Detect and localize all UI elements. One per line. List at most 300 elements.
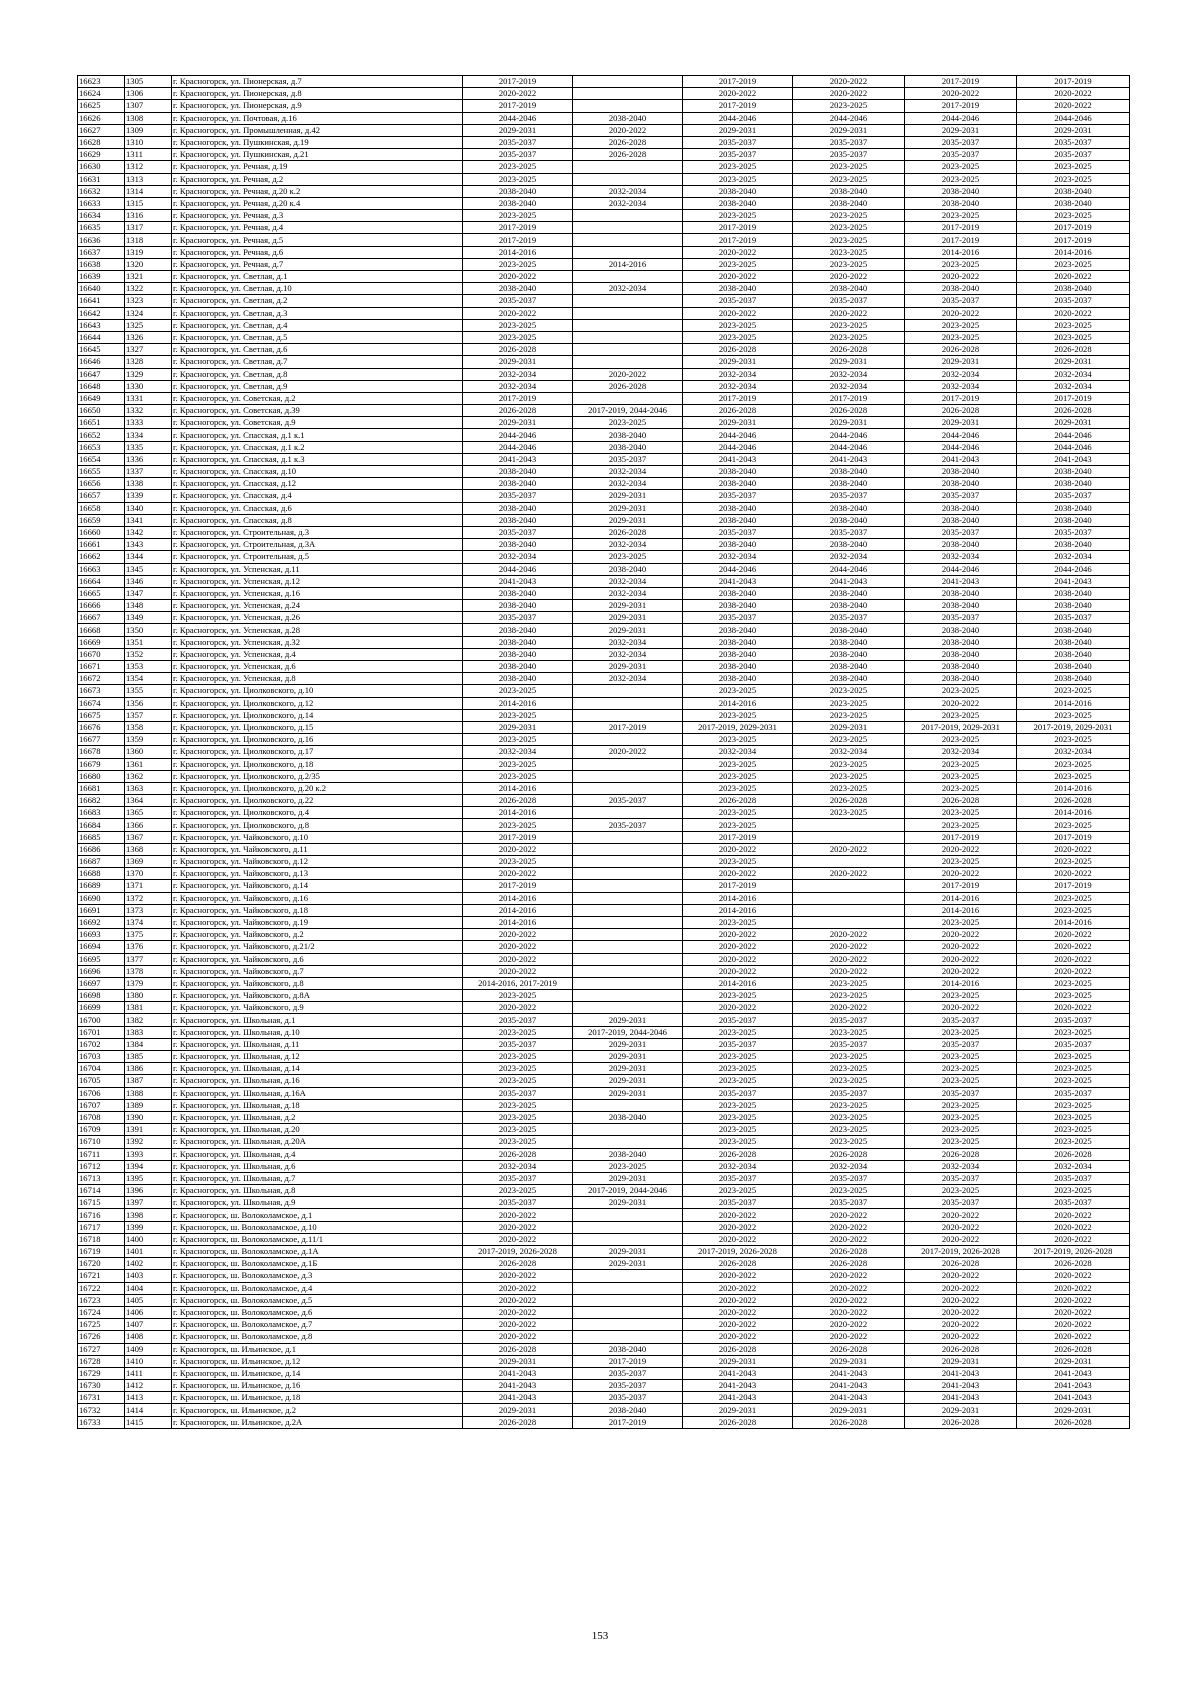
cell-period-col-4: 2023-2025: [793, 1185, 905, 1197]
cell-period-col-1: 2017-2019, 2026-2028: [463, 1246, 573, 1258]
cell-period-col-1: 2035-2037: [463, 149, 573, 161]
cell-object-id: 1312: [125, 161, 172, 173]
cell-period-col-2: 2038-2040: [573, 1111, 683, 1123]
cell-period-col-2: [573, 271, 683, 283]
table-row: [78, 990, 1130, 1002]
cell-address: г. Красногорск, ул. Школьная, д.1: [172, 1014, 463, 1026]
cell-period-col-4: 2026-2028: [793, 1258, 905, 1270]
cell-period-col-4: 2026-2028: [793, 405, 905, 417]
cell-period-col-2: 2029-2031: [573, 1258, 683, 1270]
cell-address: г. Красногорск, ул. Светлая, д.5: [172, 331, 463, 343]
cell-period-col-2: 2038-2040: [573, 563, 683, 575]
cell-row-number: 16722: [78, 1282, 125, 1294]
cell-period-col-5: 2029-2031: [905, 1355, 1017, 1367]
cell-period-col-4: 2044-2046: [793, 112, 905, 124]
table-row: [78, 685, 1130, 697]
cell-period-col-5: 2029-2031: [905, 1404, 1017, 1416]
cell-period-col-5: 2023-2025: [905, 1026, 1017, 1038]
cell-address: г. Красногорск, ул. Светлая, д.7: [172, 356, 463, 368]
cell-object-id: 1365: [125, 807, 172, 819]
table-row: [78, 624, 1130, 636]
cell-address: г. Красногорск, ул. Строительная, д.5: [172, 551, 463, 563]
cell-period-col-6: 2020-2022: [1017, 88, 1130, 100]
cell-address: г. Красногорск, ул. Чайковского, д.13: [172, 868, 463, 880]
cell-object-id: 1343: [125, 539, 172, 551]
cell-object-id: 1350: [125, 624, 172, 636]
table-row: [78, 1270, 1130, 1282]
cell-address: г. Красногорск, ул. Школьная, д.2: [172, 1111, 463, 1123]
cell-period-col-2: [573, 892, 683, 904]
cell-period-col-5: 2023-2025: [905, 319, 1017, 331]
cell-object-id: 1396: [125, 1185, 172, 1197]
cell-address: г. Красногорск, ш. Ильинское, д.12: [172, 1355, 463, 1367]
cell-period-col-6: 2020-2022: [1017, 843, 1130, 855]
cell-period-col-6: 2017-2019: [1017, 234, 1130, 246]
cell-period-col-4: 2035-2037: [793, 612, 905, 624]
cell-object-id: 1305: [125, 76, 172, 88]
cell-period-col-1: 2020-2022: [463, 953, 573, 965]
cell-period-col-3: 2038-2040: [683, 539, 793, 551]
cell-row-number: 16638: [78, 258, 125, 270]
cell-period-col-6: 2017-2019: [1017, 392, 1130, 404]
table-row: [78, 807, 1130, 819]
cell-address: г. Красногорск, ул. Циолковского, д.2/35: [172, 770, 463, 782]
cell-period-col-1: 2023-2025: [463, 331, 573, 343]
cell-period-col-3: 2029-2031: [683, 417, 793, 429]
cell-period-col-2: [573, 1331, 683, 1343]
cell-address: г. Красногорск, ул. Успенская, д.32: [172, 636, 463, 648]
cell-period-col-4: 2026-2028: [793, 1416, 905, 1428]
cell-object-id: 1405: [125, 1294, 172, 1306]
cell-period-col-3: 2017-2019: [683, 222, 793, 234]
cell-period-col-2: 2032-2034: [573, 636, 683, 648]
cell-period-col-5: 2026-2028: [905, 1258, 1017, 1270]
cell-period-col-4: 2038-2040: [793, 197, 905, 209]
table-row: [78, 709, 1130, 721]
table-row: [78, 734, 1130, 746]
cell-period-col-4: 2029-2031: [793, 417, 905, 429]
cell-row-number: 16717: [78, 1221, 125, 1233]
cell-period-col-6: 2038-2040: [1017, 636, 1130, 648]
cell-row-number: 16689: [78, 880, 125, 892]
cell-period-col-6: 2029-2031: [1017, 124, 1130, 136]
cell-period-col-3: 2020-2022: [683, 965, 793, 977]
cell-period-col-6: 2020-2022: [1017, 1331, 1130, 1343]
cell-address: г. Красногорск, ул. Спасская, д.10: [172, 466, 463, 478]
cell-row-number: 16712: [78, 1160, 125, 1172]
cell-object-id: 1328: [125, 356, 172, 368]
cell-period-col-6: 2017-2019: [1017, 831, 1130, 843]
cell-period-col-3: 2041-2043: [683, 453, 793, 465]
cell-object-id: 1387: [125, 1075, 172, 1087]
data-table-body: [78, 76, 1130, 1429]
cell-object-id: 1407: [125, 1319, 172, 1331]
cell-period-col-6: 2023-2025: [1017, 319, 1130, 331]
cell-address: г. Красногорск, ул. Речная, д.5: [172, 234, 463, 246]
cell-period-col-5: 2035-2037: [905, 1014, 1017, 1026]
cell-period-col-6: 2038-2040: [1017, 514, 1130, 526]
cell-period-col-3: 2020-2022: [683, 307, 793, 319]
cell-period-col-4: 2041-2043: [793, 1380, 905, 1392]
cell-address: г. Красногорск, ул. Советская, д.9: [172, 417, 463, 429]
cell-period-col-5: 2038-2040: [905, 283, 1017, 295]
cell-period-col-1: 2023-2025: [463, 1136, 573, 1148]
table-row: [78, 1380, 1130, 1392]
cell-object-id: 1367: [125, 831, 172, 843]
cell-period-col-5: 2014-2016: [905, 246, 1017, 258]
cell-row-number: 16682: [78, 795, 125, 807]
cell-period-col-3: 2017-2019: [683, 831, 793, 843]
cell-period-col-1: 2026-2028: [463, 1343, 573, 1355]
cell-address: г. Красногорск, ул. Школьная, д.14: [172, 1063, 463, 1075]
cell-row-number: 16676: [78, 721, 125, 733]
cell-address: г. Красногорск, ул. Успенская, д.4: [172, 648, 463, 660]
cell-period-col-2: [573, 331, 683, 343]
cell-period-col-3: 2014-2016: [683, 977, 793, 989]
cell-row-number: 16661: [78, 539, 125, 551]
cell-period-col-5: 2026-2028: [905, 1416, 1017, 1428]
cell-period-col-3: 2032-2034: [683, 368, 793, 380]
cell-period-col-3: 2023-2025: [683, 685, 793, 697]
cell-period-col-6: 2026-2028: [1017, 1343, 1130, 1355]
cell-period-col-3: 2041-2043: [683, 1367, 793, 1379]
cell-period-col-5: 2044-2046: [905, 429, 1017, 441]
cell-object-id: 1308: [125, 112, 172, 124]
cell-period-col-2: 2035-2037: [573, 795, 683, 807]
cell-period-col-6: 2041-2043: [1017, 575, 1130, 587]
cell-period-col-4: [793, 916, 905, 928]
cell-period-col-6: 2044-2046: [1017, 112, 1130, 124]
cell-period-col-4: 2044-2046: [793, 563, 905, 575]
cell-period-col-1: 2020-2022: [463, 1282, 573, 1294]
cell-period-col-5: 2041-2043: [905, 575, 1017, 587]
cell-period-col-5: 2023-2025: [905, 782, 1017, 794]
cell-address: г. Красногорск, ш. Волоколамское, д.10: [172, 1221, 463, 1233]
cell-period-col-3: 2032-2034: [683, 380, 793, 392]
cell-period-col-1: 2038-2040: [463, 539, 573, 551]
cell-object-id: 1415: [125, 1416, 172, 1428]
cell-period-col-2: [573, 734, 683, 746]
cell-period-col-3: 2035-2037: [683, 1087, 793, 1099]
cell-period-col-5: 2041-2043: [905, 453, 1017, 465]
cell-period-col-3: 2023-2025: [683, 734, 793, 746]
cell-period-col-2: 2038-2040: [573, 112, 683, 124]
cell-address: г. Красногорск, ул. Промышленная, д.42: [172, 124, 463, 136]
cell-address: г. Красногорск, ул. Спасская, д.8: [172, 514, 463, 526]
data-table: [77, 75, 1130, 1429]
cell-period-col-2: [573, 222, 683, 234]
cell-period-col-1: 2035-2037: [463, 295, 573, 307]
cell-row-number: 16635: [78, 222, 125, 234]
cell-period-col-6: 2023-2025: [1017, 258, 1130, 270]
cell-row-number: 16713: [78, 1172, 125, 1184]
cell-period-col-2: 2017-2019, 2044-2046: [573, 405, 683, 417]
cell-period-col-3: 2023-2025: [683, 1124, 793, 1136]
cell-object-id: 1344: [125, 551, 172, 563]
cell-address: г. Красногорск, ул. Успенская, д.11: [172, 563, 463, 575]
cell-object-id: 1326: [125, 331, 172, 343]
table-row: [78, 843, 1130, 855]
cell-period-col-3: 2035-2037: [683, 526, 793, 538]
table-row: [78, 453, 1130, 465]
cell-period-col-3: 2023-2025: [683, 782, 793, 794]
cell-period-col-3: 2038-2040: [683, 283, 793, 295]
table-row: [78, 100, 1130, 112]
cell-period-col-4: 2035-2037: [793, 295, 905, 307]
cell-address: г. Красногорск, ул. Циолковского, д.18: [172, 758, 463, 770]
cell-period-col-3: 2020-2022: [683, 929, 793, 941]
cell-period-col-4: 2038-2040: [793, 673, 905, 685]
cell-period-col-3: 2035-2037: [683, 1172, 793, 1184]
cell-period-col-1: 2023-2025: [463, 819, 573, 831]
cell-address: г. Красногорск, ул. Светлая, д.9: [172, 380, 463, 392]
cell-period-col-5: 2038-2040: [905, 514, 1017, 526]
cell-period-col-6: 2035-2037: [1017, 295, 1130, 307]
cell-period-col-5: 2023-2025: [905, 1185, 1017, 1197]
cell-period-col-3: 2017-2019: [683, 100, 793, 112]
cell-object-id: 1404: [125, 1282, 172, 1294]
cell-period-col-5: 2035-2037: [905, 1197, 1017, 1209]
cell-period-col-1: 2038-2040: [463, 636, 573, 648]
cell-period-col-6: 2032-2034: [1017, 368, 1130, 380]
cell-address: г. Красногорск, ул. Светлая, д.8: [172, 368, 463, 380]
cell-period-col-5: 2023-2025: [905, 856, 1017, 868]
cell-period-col-4: 2020-2022: [793, 76, 905, 88]
cell-period-col-2: [573, 1319, 683, 1331]
cell-row-number: 16637: [78, 246, 125, 258]
cell-period-col-1: 2038-2040: [463, 502, 573, 514]
cell-period-col-1: 2035-2037: [463, 612, 573, 624]
table-row: [78, 1258, 1130, 1270]
table-row: [78, 770, 1130, 782]
cell-period-col-4: 2044-2046: [793, 429, 905, 441]
cell-object-id: 1355: [125, 685, 172, 697]
cell-period-col-2: [573, 807, 683, 819]
cell-period-col-1: 2023-2025: [463, 210, 573, 222]
table-row: [78, 344, 1130, 356]
cell-address: г. Красногорск, ул. Советская, д.39: [172, 405, 463, 417]
cell-period-col-4: 2023-2025: [793, 222, 905, 234]
cell-period-col-4: 2035-2037: [793, 1087, 905, 1099]
cell-period-col-3: 2032-2034: [683, 746, 793, 758]
cell-period-col-1: 2038-2040: [463, 661, 573, 673]
table-row: [78, 1331, 1130, 1343]
table-row: [78, 1209, 1130, 1221]
cell-period-col-4: [793, 892, 905, 904]
cell-address: г. Красногорск, ул. Светлая, д.10: [172, 283, 463, 295]
cell-period-col-3: 2044-2046: [683, 112, 793, 124]
cell-period-col-5: 2017-2019: [905, 76, 1017, 88]
cell-period-col-5: 2017-2019: [905, 392, 1017, 404]
cell-period-col-3: 2035-2037: [683, 1038, 793, 1050]
cell-period-col-1: 2014-2016: [463, 782, 573, 794]
cell-period-col-5: 2020-2022: [905, 1282, 1017, 1294]
cell-object-id: 1307: [125, 100, 172, 112]
table-row: [78, 1233, 1130, 1245]
cell-object-id: 1315: [125, 197, 172, 209]
cell-period-col-3: 2041-2043: [683, 1380, 793, 1392]
cell-period-col-2: 2029-2031: [573, 1014, 683, 1026]
cell-period-col-4: 2041-2043: [793, 575, 905, 587]
cell-row-number: 16725: [78, 1319, 125, 1331]
table-row: [78, 76, 1130, 88]
table-row: [78, 526, 1130, 538]
cell-period-col-6: 2020-2022: [1017, 941, 1130, 953]
cell-address: г. Красногорск, ул. Речная, д.20 к.2: [172, 185, 463, 197]
cell-period-col-1: 2020-2022: [463, 1270, 573, 1282]
table-row: [78, 929, 1130, 941]
cell-period-col-1: 2014-2016: [463, 904, 573, 916]
cell-period-col-3: 2020-2022: [683, 953, 793, 965]
cell-period-col-2: 2038-2040: [573, 1404, 683, 1416]
cell-row-number: 16674: [78, 697, 125, 709]
cell-period-col-2: 2035-2037: [573, 1380, 683, 1392]
cell-period-col-5: 2023-2025: [905, 807, 1017, 819]
table-row: [78, 258, 1130, 270]
cell-period-col-6: 2026-2028: [1017, 405, 1130, 417]
cell-period-col-6: 2038-2040: [1017, 539, 1130, 551]
cell-period-col-5: 2041-2043: [905, 1392, 1017, 1404]
cell-period-col-3: 2035-2037: [683, 1014, 793, 1026]
cell-period-col-6: 2023-2025: [1017, 685, 1130, 697]
cell-row-number: 16646: [78, 356, 125, 368]
cell-address: г. Красногорск, ул. Школьная, д.8: [172, 1185, 463, 1197]
cell-period-col-2: [573, 173, 683, 185]
cell-period-col-1: 2020-2022: [463, 868, 573, 880]
cell-row-number: 16716: [78, 1209, 125, 1221]
cell-period-col-3: 2023-2025: [683, 819, 793, 831]
cell-object-id: 1349: [125, 612, 172, 624]
cell-period-col-4: 2023-2025: [793, 709, 905, 721]
cell-period-col-2: [573, 76, 683, 88]
cell-period-col-5: 2017-2019: [905, 222, 1017, 234]
cell-object-id: 1345: [125, 563, 172, 575]
cell-period-col-1: 2041-2043: [463, 1367, 573, 1379]
cell-period-col-5: 2026-2028: [905, 344, 1017, 356]
cell-row-number: 16631: [78, 173, 125, 185]
table-row: [78, 795, 1130, 807]
cell-period-col-4: 2023-2025: [793, 100, 905, 112]
cell-address: г. Красногорск, ул. Чайковского, д.12: [172, 856, 463, 868]
cell-period-col-6: 2017-2019: [1017, 76, 1130, 88]
cell-period-col-2: 2038-2040: [573, 1343, 683, 1355]
cell-period-col-2: [573, 856, 683, 868]
cell-period-col-1: 2017-2019: [463, 392, 573, 404]
cell-period-col-1: 2020-2022: [463, 271, 573, 283]
cell-address: г. Красногорск, ул. Спасская, д.1 к.1: [172, 429, 463, 441]
cell-period-col-4: 2020-2022: [793, 868, 905, 880]
table-row: [78, 953, 1130, 965]
cell-period-col-5: 2035-2037: [905, 526, 1017, 538]
cell-address: г. Красногорск, ул. Циолковского, д.4: [172, 807, 463, 819]
cell-object-id: 1352: [125, 648, 172, 660]
cell-address: г. Красногорск, ул. Успенская, д.8: [172, 673, 463, 685]
cell-period-col-5: 2038-2040: [905, 466, 1017, 478]
cell-address: г. Красногорск, ш. Волоколамское, д.1А: [172, 1246, 463, 1258]
cell-period-col-5: 2038-2040: [905, 600, 1017, 612]
cell-row-number: 16630: [78, 161, 125, 173]
table-row: [78, 1246, 1130, 1258]
table-row: [78, 965, 1130, 977]
cell-address: г. Красногорск, ул. Чайковского, д.8: [172, 977, 463, 989]
cell-period-col-4: 2020-2022: [793, 1331, 905, 1343]
cell-period-col-1: 2044-2046: [463, 441, 573, 453]
table-row: [78, 1343, 1130, 1355]
cell-address: г. Красногорск, ул. Светлая, д.1: [172, 271, 463, 283]
cell-period-col-6: 2035-2037: [1017, 1197, 1130, 1209]
cell-period-col-3: 2035-2037: [683, 490, 793, 502]
cell-period-col-1: 2035-2037: [463, 1172, 573, 1184]
cell-address: г. Красногорск, ул. Советская, д.2: [172, 392, 463, 404]
cell-period-col-4: 2023-2025: [793, 770, 905, 782]
cell-period-col-6: 2038-2040: [1017, 502, 1130, 514]
cell-period-col-4: 2032-2034: [793, 1160, 905, 1172]
cell-period-col-3: 2038-2040: [683, 466, 793, 478]
cell-period-col-5: 2038-2040: [905, 502, 1017, 514]
cell-row-number: 16665: [78, 587, 125, 599]
cell-address: г. Красногорск, ул. Школьная, д.11: [172, 1038, 463, 1050]
table-row: [78, 271, 1130, 283]
cell-period-col-1: 2023-2025: [463, 1111, 573, 1123]
table-row: [78, 356, 1130, 368]
cell-period-col-2: [573, 234, 683, 246]
cell-period-col-6: 2035-2037: [1017, 526, 1130, 538]
cell-address: г. Красногорск, ул. Почтовая, д.16: [172, 112, 463, 124]
cell-period-col-4: 2023-2025: [793, 1099, 905, 1111]
cell-address: г. Красногорск, ул. Чайковского, д.16: [172, 892, 463, 904]
cell-period-col-5: 2017-2019, 2026-2028: [905, 1246, 1017, 1258]
cell-period-col-5: 2044-2046: [905, 563, 1017, 575]
cell-period-col-6: 2029-2031: [1017, 356, 1130, 368]
cell-address: г. Красногорск, ул. Чайковского, д.19: [172, 916, 463, 928]
cell-period-col-5: 2020-2022: [905, 1221, 1017, 1233]
cell-period-col-5: 2020-2022: [905, 1319, 1017, 1331]
cell-row-number: 16675: [78, 709, 125, 721]
cell-period-col-6: 2020-2022: [1017, 1294, 1130, 1306]
cell-period-col-1: 2023-2025: [463, 734, 573, 746]
cell-object-id: 1314: [125, 185, 172, 197]
cell-period-col-1: 2014-2016: [463, 916, 573, 928]
cell-period-col-1: 2020-2022: [463, 1209, 573, 1221]
cell-row-number: 16691: [78, 904, 125, 916]
table-row: [78, 758, 1130, 770]
cell-period-col-5: 2041-2043: [905, 1380, 1017, 1392]
cell-period-col-5: 2035-2037: [905, 490, 1017, 502]
cell-period-col-3: 2017-2019, 2026-2028: [683, 1246, 793, 1258]
cell-period-col-1: 2023-2025: [463, 685, 573, 697]
cell-period-col-1: 2038-2040: [463, 624, 573, 636]
cell-period-col-3: 2038-2040: [683, 648, 793, 660]
table-row: [78, 1416, 1130, 1428]
cell-period-col-6: 2041-2043: [1017, 1380, 1130, 1392]
cell-period-col-5: 2023-2025: [905, 258, 1017, 270]
cell-period-col-3: 2038-2040: [683, 673, 793, 685]
cell-period-col-5: 2023-2025: [905, 1063, 1017, 1075]
table-row: [78, 429, 1130, 441]
cell-period-col-4: 2035-2037: [793, 490, 905, 502]
cell-period-col-5: 2020-2022: [905, 1294, 1017, 1306]
table-row: [78, 331, 1130, 343]
cell-object-id: 1324: [125, 307, 172, 319]
cell-period-col-6: 2017-2019, 2029-2031: [1017, 721, 1130, 733]
cell-period-col-4: 2038-2040: [793, 587, 905, 599]
cell-period-col-2: 2026-2028: [573, 136, 683, 148]
table-row: [78, 173, 1130, 185]
cell-period-col-2: 2038-2040: [573, 1148, 683, 1160]
cell-object-id: 1377: [125, 953, 172, 965]
cell-period-col-6: 2038-2040: [1017, 197, 1130, 209]
cell-period-col-1: 2014-2016: [463, 246, 573, 258]
